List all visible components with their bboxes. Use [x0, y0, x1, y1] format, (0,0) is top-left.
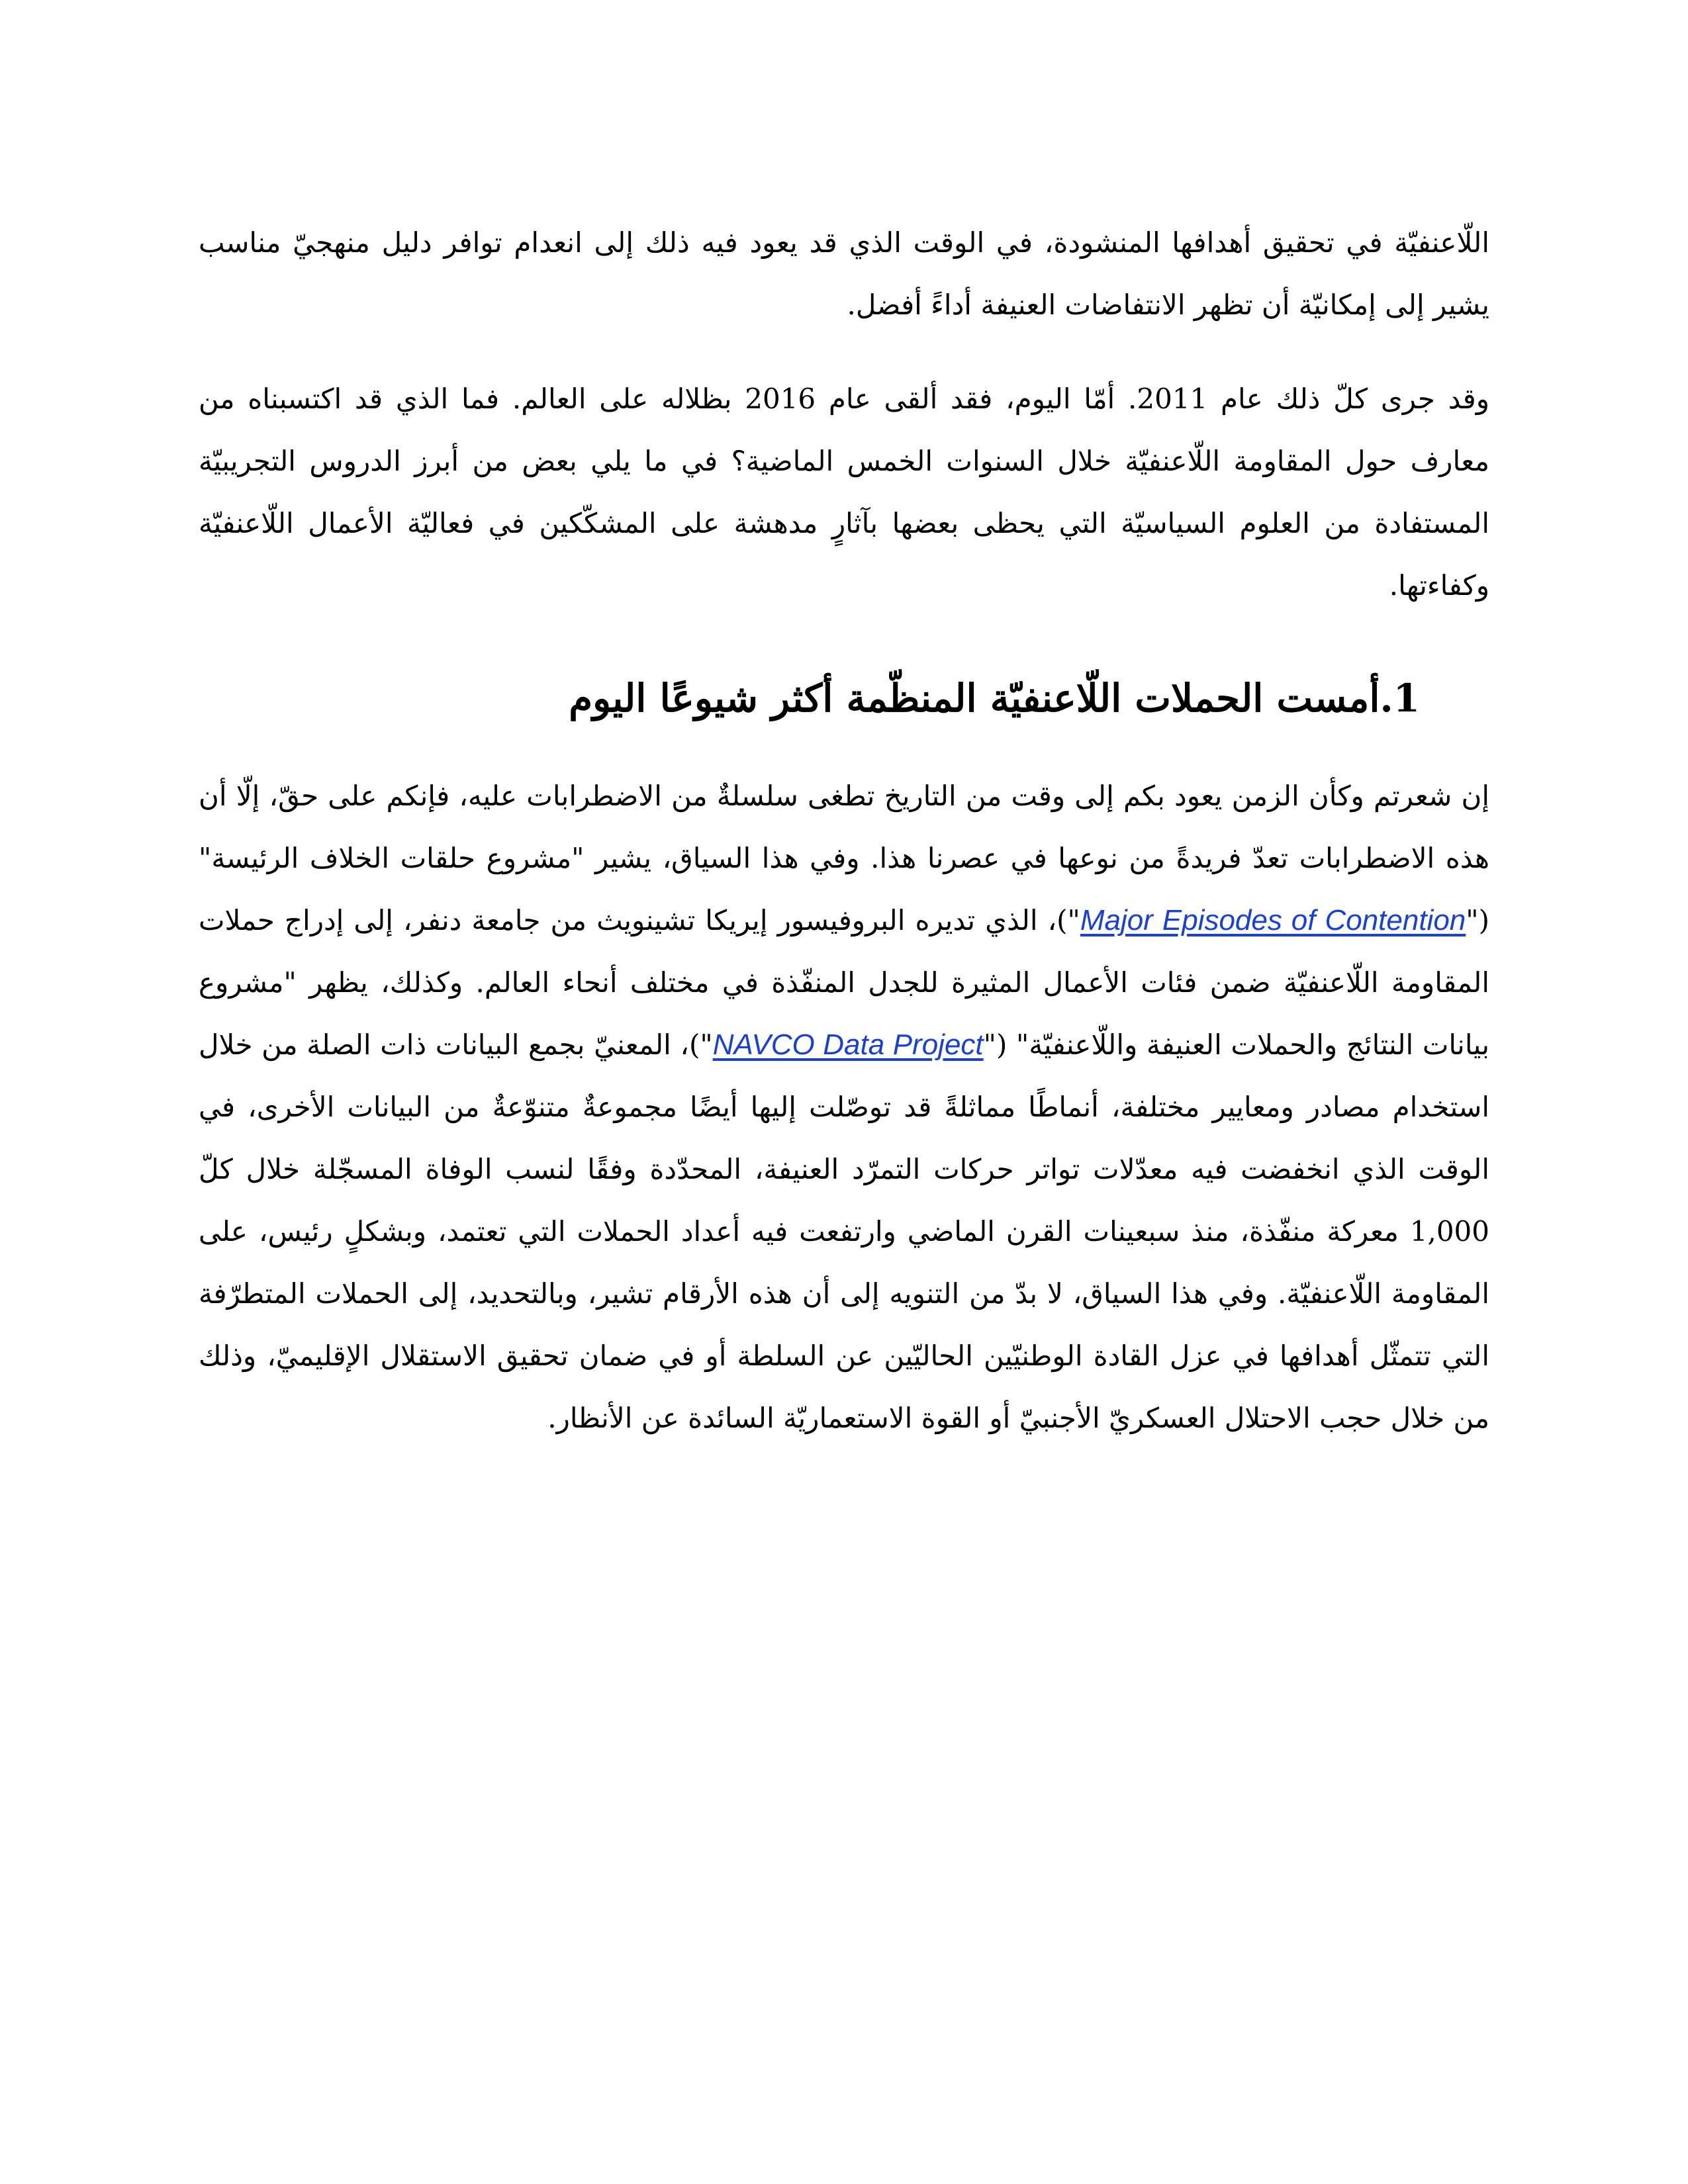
section-1-text-part2: ")، الذي تديره البروفيسور إيريكا تشينويث من جامعة دنفر، إلى إدراج حملات المقاومة اللّاعنفيّة ضمن فئات الأعمال المثيرة للجدل المنفّذة في مختلف أنحاء العالم. وكذلك، يظهر "مشروع بيانات النتائج والحملات العنيفة واللّاعنفيّة" ("	[199, 904, 1490, 1061]
section-1-paragraph	[199, 765, 1489, 1449]
intro-paragraph-continuation: اللّاعنفيّة في تحقيق أهدافها المنشودة، في الوقت الذي قد يعود فيه ذلك إلى انعدام توافر دليل منهجيّ مناسب يشير إلى إمكانيّة أن تظهر الانتفاضات العنيفة أداءً أفضل.	[199, 226, 1489, 321]
intro-paragraph-2011: وقد جرى كلّ ذلك عام 2011. أمّا اليوم، فقد ألقى عام 2016 بظلاله على العالم. فما الذي قد اكتسبناه من معارف حول المقاومة اللّاعنفيّة خلال السنوات الخمس الماضية؟ في ما يلي بعض من أبرز الدروس التجريبيّة المستفادة من العلوم السياسيّة التي يحظى بعضها بآثارٍ مدهشة على المشكّكين في فعاليّة الأعمال اللّاعنفيّة وكفاءتها.	[199, 383, 1489, 602]
major-episodes-link[interactable]: Major Episodes of Contention	[1080, 904, 1466, 936]
section-1-number: 1.	[1380, 676, 1420, 721]
section-1-text-part3: ")، المعنيّ بجمع البيانات ذات الصلة من خلال استخدام مصادر ومعايير مختلفة، أنماطًا مماثلةً قد توصّلت إليها أيضًا مجموعةٌ متنوّعةٌ من البيانات الأخرى، في الوقت الذي انخفضت فيه معدّلات تواتر حركات التمرّد العنيفة، المحدّدة وفقًا لنسب الوفاة المسجّلة خلال كلّ 1,000 معركة منفّذة، منذ سبعينات القرن الماضي وارتفعت فيه أعداد الحملات التي تعتمد، وبشكلٍ رئيس، على المقاومة اللّاعنفيّة. وفي هذا السياق، لا بدّ من التنويه إلى أن هذه الأرقام تشير، وبالتحديد، إلى الحملات المتطرّفة التي تتمثّل أهدافها في عزل القادة الوطنيّين الحاليّين عن السلطة أو في ضمان تحقيق الاستقلال الإقليميّ، وذلك من خلال حجب الاحتلال العسكريّ الأجنبيّ أو القوة الاستعماريّة السائدة عن الأنظار.	[199, 1028, 1490, 1434]
document-page	[199, 212, 1489, 1449]
navco-data-project-link[interactable]: NAVCO Data Project	[712, 1028, 984, 1061]
section-1-title: أمست الحملات اللّاعنفيّة المنظّمة أكثر شيوعًا اليوم	[569, 676, 1380, 721]
section-1-text-part1: إن شعرتم وكأن الزمن يعود بكم إلى وقت من التاريخ تطغى سلسلةٌ من الاضطرابات عليه، فإنكم على حقّ، إلّا أن هذه الاضطرابات تعدّ فريدةً من نوعها في عصرنا هذا. وفي هذا السياق، يشير "مشروع حلقات الخلاف الرئيسة" ("	[199, 780, 1489, 936]
section-1-heading	[199, 668, 1489, 728]
